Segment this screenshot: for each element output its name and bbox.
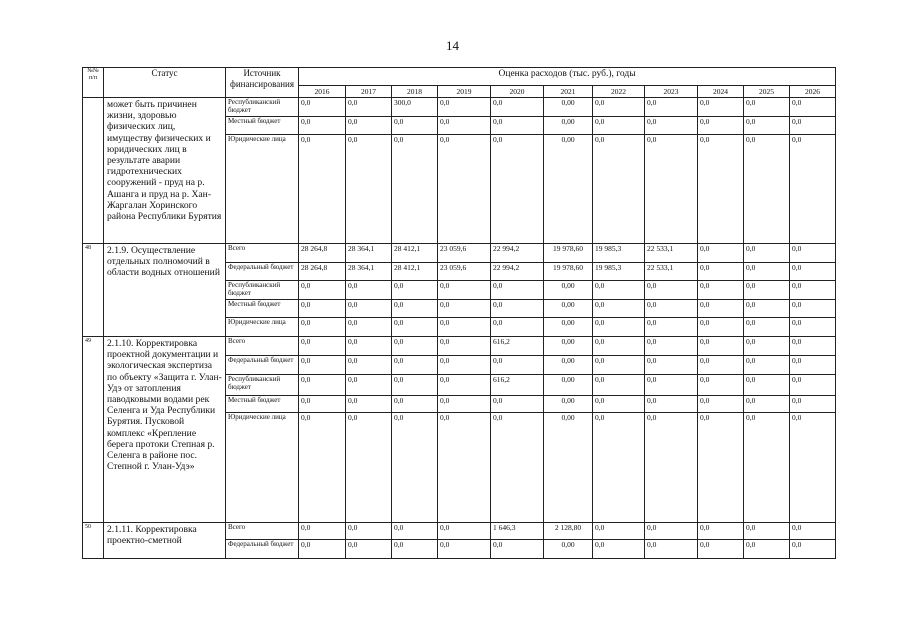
value-cell: 0,0 xyxy=(438,281,491,300)
value-cell: 28 264,8 xyxy=(299,263,346,281)
value-cell: 0,0 xyxy=(346,540,392,559)
funding-source-cell: Федеральный бюджет xyxy=(226,356,299,375)
value-cell: 0,0 xyxy=(299,98,346,117)
value-cell: 0,0 xyxy=(438,540,491,559)
value-cell: 0,0 xyxy=(645,375,698,396)
value-cell: 0,00 xyxy=(544,337,593,356)
value-cell: 0,0 xyxy=(438,98,491,117)
value-cell: 22 533,1 xyxy=(645,263,698,281)
value-cell: 0,0 xyxy=(346,523,392,540)
status-cell: 2.1.10. Корректировка проектной документации и экологическая экспертиза по объекту «Защита г. Улан-Удэ от затопления паводковыми водами рек Селенга и Уда Республики Бурятия. Пусковой комплекс «Крепление берега протоки Степная р. Селенга в районе пос. Степной г. Улан-Удэ» xyxy=(104,337,226,523)
value-cell: 0,0 xyxy=(346,413,392,523)
value-cell: 0,0 xyxy=(346,396,392,413)
value-cell: 0,0 xyxy=(299,117,346,135)
value-cell: 0,0 xyxy=(790,318,836,337)
value-cell: 0,0 xyxy=(645,117,698,135)
year-header: 2021 xyxy=(544,86,593,98)
value-cell: 0,0 xyxy=(645,135,698,244)
value-cell: 0,0 xyxy=(790,413,836,523)
value-cell: 0,0 xyxy=(299,540,346,559)
value-cell: 22 533,1 xyxy=(645,244,698,263)
value-cell: 0,0 xyxy=(491,117,544,135)
page-number: 14 xyxy=(446,38,459,53)
value-cell: 0,0 xyxy=(593,523,645,540)
value-cell: 0,0 xyxy=(790,523,836,540)
value-cell: 19 978,60 xyxy=(544,244,593,263)
year-header: 2017 xyxy=(346,86,392,98)
funding-source-cell: Федеральный бюджет xyxy=(226,263,299,281)
value-cell: 1 646,3 xyxy=(491,523,544,540)
value-cell: 22 994,2 xyxy=(491,263,544,281)
table-row xyxy=(83,98,836,117)
value-cell: 0,0 xyxy=(744,540,790,559)
value-cell: 0,0 xyxy=(346,375,392,396)
value-cell: 0,0 xyxy=(593,375,645,396)
value-cell: 28 412,1 xyxy=(392,263,438,281)
budget-table xyxy=(82,67,836,559)
value-cell: 0,0 xyxy=(392,117,438,135)
value-cell: 0,00 xyxy=(544,281,593,300)
value-cell: 0,0 xyxy=(645,300,698,318)
value-cell: 0,0 xyxy=(438,413,491,523)
funding-source-cell: Республиканский бюджет xyxy=(226,281,299,300)
value-cell: 0,0 xyxy=(299,135,346,244)
value-cell: 0,0 xyxy=(299,300,346,318)
value-cell: 0,0 xyxy=(744,523,790,540)
value-cell: 0,0 xyxy=(438,135,491,244)
value-cell: 0,0 xyxy=(392,540,438,559)
value-cell: 0,0 xyxy=(346,318,392,337)
value-cell: 0,00 xyxy=(544,375,593,396)
value-cell: 0,0 xyxy=(438,523,491,540)
value-cell: 0,0 xyxy=(744,98,790,117)
header-status: Статус xyxy=(104,68,226,98)
value-cell: 0,0 xyxy=(698,396,744,413)
value-cell: 22 994,2 xyxy=(491,244,544,263)
value-cell: 0,0 xyxy=(698,356,744,375)
value-cell: 616,2 xyxy=(491,375,544,396)
status-cell: 2.1.9. Осуществление отдельных полномочий в области водных отношений xyxy=(104,244,226,337)
table-row xyxy=(83,337,836,356)
value-cell: 0,0 xyxy=(744,396,790,413)
value-cell: 0,0 xyxy=(593,98,645,117)
value-cell: 0,0 xyxy=(645,318,698,337)
value-cell: 300,0 xyxy=(392,98,438,117)
value-cell: 0,0 xyxy=(645,281,698,300)
value-cell: 2 128,80 xyxy=(544,523,593,540)
value-cell: 0,0 xyxy=(790,540,836,559)
status-cell: 2.1.11. Корректировка проектно-сметной xyxy=(104,523,226,559)
year-header: 2025 xyxy=(744,86,790,98)
value-cell: 0,0 xyxy=(744,263,790,281)
value-cell: 0,0 xyxy=(392,281,438,300)
year-header: 2024 xyxy=(698,86,744,98)
value-cell: 0,0 xyxy=(790,300,836,318)
value-cell: 0,00 xyxy=(544,356,593,375)
value-cell: 0,0 xyxy=(744,135,790,244)
value-cell: 0,0 xyxy=(299,337,346,356)
value-cell: 0,0 xyxy=(593,356,645,375)
value-cell: 0,00 xyxy=(544,300,593,318)
value-cell: 0,00 xyxy=(544,135,593,244)
value-cell: 0,0 xyxy=(645,337,698,356)
value-cell: 19 985,3 xyxy=(593,263,645,281)
value-cell: 0,0 xyxy=(790,244,836,263)
value-cell: 0,0 xyxy=(645,540,698,559)
value-cell: 0,00 xyxy=(544,117,593,135)
header-source: Источник финансирования xyxy=(226,68,299,98)
year-header: 2018 xyxy=(392,86,438,98)
value-cell: 0,0 xyxy=(299,396,346,413)
table-row xyxy=(83,523,836,540)
value-cell: 23 059,6 xyxy=(438,263,491,281)
value-cell: 0,0 xyxy=(698,281,744,300)
value-cell: 19 978,60 xyxy=(544,263,593,281)
value-cell: 0,0 xyxy=(744,244,790,263)
value-cell: 0,0 xyxy=(698,263,744,281)
value-cell: 0,0 xyxy=(790,117,836,135)
value-cell: 0,0 xyxy=(645,98,698,117)
row-number xyxy=(83,98,104,244)
value-cell: 0,0 xyxy=(392,396,438,413)
value-cell: 0,0 xyxy=(438,396,491,413)
value-cell: 0,0 xyxy=(645,523,698,540)
value-cell: 0,0 xyxy=(346,135,392,244)
value-cell: 0,0 xyxy=(698,244,744,263)
value-cell: 0,0 xyxy=(299,318,346,337)
value-cell: 0,0 xyxy=(491,300,544,318)
value-cell: 0,0 xyxy=(744,413,790,523)
value-cell: 0,0 xyxy=(698,523,744,540)
value-cell: 0,0 xyxy=(491,540,544,559)
value-cell: 23 059,6 xyxy=(438,244,491,263)
value-cell: 0,0 xyxy=(346,356,392,375)
value-cell: 0,0 xyxy=(392,337,438,356)
value-cell: 0,0 xyxy=(593,540,645,559)
value-cell: 0,0 xyxy=(645,396,698,413)
value-cell: 0,0 xyxy=(698,300,744,318)
value-cell: 0,0 xyxy=(593,135,645,244)
value-cell: 0,0 xyxy=(790,375,836,396)
value-cell: 0,0 xyxy=(438,375,491,396)
year-header: 2019 xyxy=(438,86,491,98)
value-cell: 19 985,3 xyxy=(593,244,645,263)
value-cell: 0,0 xyxy=(698,540,744,559)
value-cell: 0,0 xyxy=(593,117,645,135)
value-cell: 0,0 xyxy=(392,375,438,396)
funding-source-cell: Республиканский бюджет xyxy=(226,98,299,117)
row-number: 49 xyxy=(83,337,104,523)
value-cell: 0,0 xyxy=(593,300,645,318)
value-cell: 0,0 xyxy=(491,318,544,337)
value-cell: 0,0 xyxy=(790,337,836,356)
value-cell: 0,0 xyxy=(491,356,544,375)
value-cell: 0,0 xyxy=(392,523,438,540)
year-header: 2016 xyxy=(299,86,346,98)
table-row xyxy=(83,244,836,263)
value-cell: 0,0 xyxy=(346,117,392,135)
value-cell: 0,0 xyxy=(299,281,346,300)
funding-source-cell: Республиканский бюджет xyxy=(226,375,299,396)
funding-source-cell: Местный бюджет xyxy=(226,117,299,135)
value-cell: 0,0 xyxy=(645,356,698,375)
value-cell: 0,0 xyxy=(438,356,491,375)
value-cell: 0,0 xyxy=(790,356,836,375)
value-cell: 0,0 xyxy=(790,98,836,117)
value-cell: 0,0 xyxy=(744,375,790,396)
value-cell: 0,0 xyxy=(698,98,744,117)
value-cell: 28 264,8 xyxy=(299,244,346,263)
value-cell: 0,00 xyxy=(544,98,593,117)
value-cell: 0,0 xyxy=(299,413,346,523)
value-cell: 0,0 xyxy=(491,281,544,300)
value-cell: 0,0 xyxy=(645,413,698,523)
value-cell: 0,0 xyxy=(593,396,645,413)
status-cell: может быть причинен жизни, здоровью физических лиц, имуществу физических и юридических лиц в результате аварии гидротехнических сооружений - пруд на р. Ашанга и пруд на р. Хан-Жаргалан Хоринского района Республики Бурятия xyxy=(104,98,226,244)
value-cell: 0,0 xyxy=(790,281,836,300)
value-cell: 0,0 xyxy=(438,300,491,318)
funding-source-cell: Местный бюджет xyxy=(226,396,299,413)
year-header: 2026 xyxy=(790,86,836,98)
value-cell: 0,0 xyxy=(346,281,392,300)
table-body xyxy=(83,98,836,559)
value-cell: 0,0 xyxy=(593,337,645,356)
value-cell: 0,00 xyxy=(544,540,593,559)
value-cell: 0,0 xyxy=(299,375,346,396)
value-cell: 0,0 xyxy=(392,135,438,244)
value-cell: 0,0 xyxy=(346,98,392,117)
value-cell: 0,00 xyxy=(544,413,593,523)
value-cell: 0,0 xyxy=(438,117,491,135)
value-cell: 28 364,1 xyxy=(346,263,392,281)
row-number: 48 xyxy=(83,244,104,337)
year-header: 2023 xyxy=(645,86,698,98)
value-cell: 0,0 xyxy=(392,356,438,375)
header-num: №№ п/п xyxy=(83,68,104,98)
value-cell: 0,0 xyxy=(392,413,438,523)
value-cell: 0,0 xyxy=(698,413,744,523)
value-cell: 0,0 xyxy=(744,117,790,135)
value-cell: 0,0 xyxy=(392,300,438,318)
funding-source-cell: Местный бюджет xyxy=(226,300,299,318)
funding-source-cell: Всего xyxy=(226,244,299,263)
value-cell: 0,0 xyxy=(593,281,645,300)
funding-source-cell: Всего xyxy=(226,523,299,540)
funding-source-cell: Всего xyxy=(226,337,299,356)
header-estimate: Оценка расходов (тыс. руб.), годы xyxy=(299,68,836,86)
value-cell: 0,0 xyxy=(392,318,438,337)
value-cell: 0,0 xyxy=(744,356,790,375)
table-header xyxy=(83,68,836,98)
value-cell: 0,0 xyxy=(744,281,790,300)
year-header: 2020 xyxy=(491,86,544,98)
value-cell: 0,0 xyxy=(438,318,491,337)
value-cell: 0,0 xyxy=(790,396,836,413)
value-cell: 0,0 xyxy=(698,117,744,135)
value-cell: 616,2 xyxy=(491,337,544,356)
funding-source-cell: Юридические лица xyxy=(226,413,299,523)
value-cell: 0,0 xyxy=(593,318,645,337)
row-number: 50 xyxy=(83,523,104,559)
value-cell: 0,0 xyxy=(593,413,645,523)
funding-source-cell: Юридические лица xyxy=(226,318,299,337)
value-cell: 0,0 xyxy=(790,263,836,281)
value-cell: 0,0 xyxy=(491,98,544,117)
value-cell: 0,0 xyxy=(744,300,790,318)
value-cell: 0,00 xyxy=(544,396,593,413)
value-cell: 0,0 xyxy=(790,135,836,244)
value-cell: 0,0 xyxy=(346,337,392,356)
value-cell: 28 412,1 xyxy=(392,244,438,263)
year-header: 2022 xyxy=(593,86,645,98)
value-cell: 0,0 xyxy=(438,337,491,356)
value-cell: 0,0 xyxy=(698,375,744,396)
value-cell: 0,0 xyxy=(491,396,544,413)
value-cell: 0,0 xyxy=(299,356,346,375)
value-cell: 28 364,1 xyxy=(346,244,392,263)
value-cell: 0,0 xyxy=(744,337,790,356)
value-cell: 0,0 xyxy=(491,135,544,244)
value-cell: 0,0 xyxy=(744,318,790,337)
value-cell: 0,0 xyxy=(491,413,544,523)
value-cell: 0,0 xyxy=(698,318,744,337)
funding-source-cell: Юридические лица xyxy=(226,135,299,244)
value-cell: 0,0 xyxy=(698,337,744,356)
value-cell: 0,00 xyxy=(544,318,593,337)
funding-source-cell: Федеральный бюджет xyxy=(226,540,299,559)
value-cell: 0,0 xyxy=(299,523,346,540)
value-cell: 0,0 xyxy=(346,300,392,318)
value-cell: 0,0 xyxy=(698,135,744,244)
